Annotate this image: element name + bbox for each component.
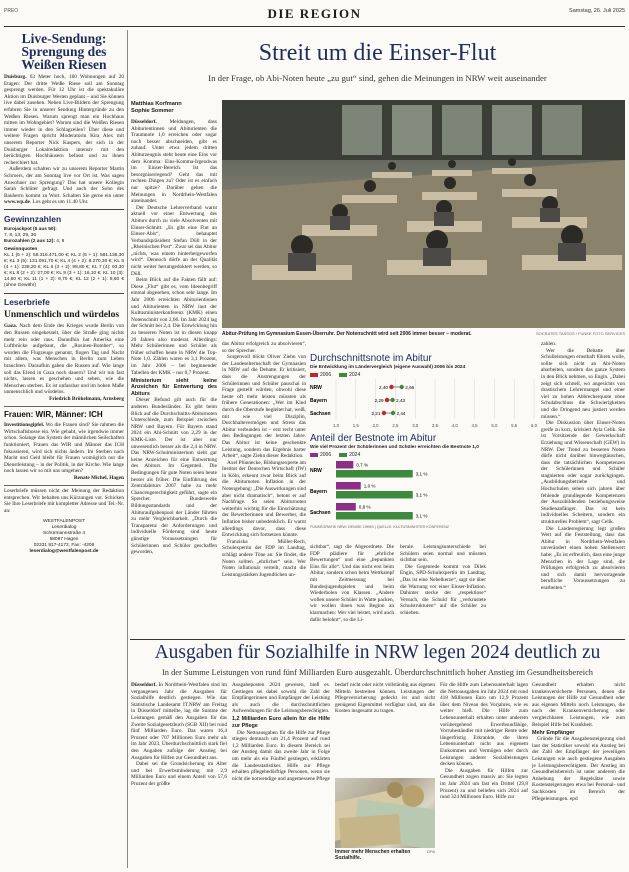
main-column-5 (400, 544, 486, 641)
text-run: Außerdem schalten wir zu unserem Reporter Martin Schroers, der am Sonntag live vor Ort ist. Was sagen Anwohner zur Sprengung? Das hat unsere Kollegin Sarah Schlüter gefragt. Und auch der Sohn des Bauherrn kommt zu Wort. Schalten Sie gerne ein unter (4, 166, 124, 199)
live-article-body (4, 74, 124, 206)
paragraph (232, 730, 330, 783)
legend-swatch-2006 (310, 453, 318, 457)
eurojackpot-numbers: 7, 8, 13, 29, 36 (4, 232, 37, 238)
contact-phone: 02331 917-4172, Fax: -4206 (33, 542, 95, 548)
x-tick-label: 4,0 (451, 423, 458, 428)
column-rule (127, 30, 128, 868)
paragraph (400, 544, 486, 564)
text-run: In Nordrhein-Westfalen sind im vergangenen Jahr die Ausgaben für Sozialhilfe deutlich gestiegen. Wie das Statistische Landesamt IT.NRW am Freitag in Düsseldorf mitteilte, lag die Summe der Leistungen gemäß den Ausgaben für das Zweite Sozialgesetzbuch (SGB XII) bei rund fünf Milliarden Euro. Das waren 16,4 Prozent oder 707 Millionen Euro mehr als im Jahr 2023. Überdurchschnittlich stark fiel den Angaben zufolge der Anstieg bei Ausgaben für Hilfen zur Gesundheit aus. (131, 682, 227, 761)
exam-hall-illustration (222, 100, 625, 328)
legend-swatch-2024 (339, 373, 347, 377)
value-label-2024: 2,43 (396, 397, 406, 403)
paragraph (541, 526, 625, 592)
chart-2-title: Anteil der Bestnote im Abitur (310, 433, 437, 444)
main-subhead: In der Frage, ob Abi-Noten heute „zu gut“ sind, gehen die Meinungen in NRW weit auseinander (208, 73, 547, 83)
paragraph (532, 682, 625, 728)
paragraph (541, 348, 625, 421)
point-2024 (391, 411, 395, 415)
paragraph (440, 768, 528, 801)
paragraph (131, 397, 217, 555)
chart-1-plot (310, 379, 538, 431)
paragraph (131, 119, 217, 205)
chart-1-subtitle: Die Entwicklung im Ländervergleich (eigene Auswahl) 2006 bis 2024 (310, 365, 466, 370)
text-run: Gründe für die Ausgabensteigerung sind laut der Statistiker sowohl ein Anstieg bei der Zahl der Empfänger der jeweiligen Leistungen wie auch gestiegene Ausgaben je Leistungsberechtigtem. Der Anstieg im Gesundheitsbereich ist unter anderem die Anhebung der Regelsätze sowie Kostensteigerungen etwa bei Personal- und Sachkosten im Bereich der Pflegeleistungen. epd (532, 736, 625, 802)
legend-item-2006: 2006 (310, 372, 331, 378)
text-run: Ausgabeposten 2024 gewesen, hieß es. Gestiegen sei dabei sowohl die Zahl der Empfängerinnen und Empfänger der Leistung als auch die durchschnittlichen Aufwendungen für die Leistungsberechtigten. (232, 682, 330, 715)
text-run: Franziska Müller-Rech, Schulexpertin der FDP im Landtag, schlägt andere Töne an: Sie findet, die Noten sollten „ehrlicher“ sein. Wer Noten inflationär verteilt, macht die Leistungsstärken Jugendlichen un- (222, 538, 306, 578)
text-run: Die Landesregierung legt großen Wert auf die Feststellung, dass das Abitur in Nordrhein-Westfalen unverändert einen hohen Stellenwert habe: „Es ist erfreulich, dass eine junge Menschen in der Lage sind, die Prüfungen erfolgreich zu absolvieren und sich damit hervorragende berufliche Voraussetzungen zu erarbeiten.“ (541, 525, 625, 591)
text-run: bedarf nicht oder nicht vollständig aus eigenen Mitteln bestreiten können. Leistungen der Pflegeversicherung gedeckt ist und nicht genügend Eigenmittel verfügbar sind, um die Kosten insgesamt zu tragen. (335, 682, 435, 715)
x-tick-label: 2,0 (372, 423, 379, 428)
dateline: Duisburg. (4, 74, 27, 80)
letter-2-title: Frauen: WIR, Männer: ICH (4, 410, 103, 420)
category-label: Bayern (310, 489, 327, 495)
bottom-column-5 (532, 682, 625, 868)
bottom-column-4 (440, 682, 528, 868)
paragraph (4, 74, 124, 166)
x-tick-label: 3,5 (432, 423, 438, 428)
legend-item-2024: 2024 (339, 452, 360, 458)
legend-swatch-2006 (310, 373, 318, 377)
banknotes-photo (335, 778, 435, 848)
contact-city: 58097 Hagen (49, 536, 79, 542)
subheading: Ministerium sieht keine Anzeichen für Entwertung des Abiturs (131, 377, 217, 397)
page-header (4, 4, 625, 26)
paragraph (222, 539, 306, 579)
text-run: Die Diskussion über Einser-Noten greife zu kurz, kritisiert Ayla Celik. Sie ist Vorsitzende der Gewerkschaft Erziehung und Wissenschaft (GEW) in NRW. Der Trend zu besseren Noten dürfe nicht darüber hinwegtäuschen, dass die tatsächlichen Kompetenzen der Schülerinnen und Schüler stagnierten oder sogar zurückgingen. „Ausbildungsbetriebe und Hochschulen sehen sich jahren über fehlende grundlegende Kompetenzen der Auszubildenden beziehungsweise Studienanfänger. Das ist kein individuelles Scheitern, sondern ein strukturelles Problem“, sagt Celik. (541, 420, 625, 526)
value-label-2024: 3,1 % (415, 513, 428, 519)
paragraph (400, 564, 486, 617)
point-2006 (385, 398, 389, 402)
eurozahlen-label: Eurozahlen (2 aus 12): (4, 238, 55, 244)
bottom-photo-caption (335, 849, 435, 861)
chart-2-subtitle: Wie viel Prozent der Schülerinnen und Schüler erreichten die Bestnote 1,0 (310, 445, 479, 450)
text-run: Die Gegenrede kommt von Dilek Engin, SPD-Schulexpertin im Landtag. „Das ist eine Nebelkerze“, sagt sie über die Warnung vor einer Einser-Inflation. Dahinter stecke der „respektlose“ Versuch, die Schuld für „verkrustete Schulstrukturen“ auf die Schüler zu schieben. (400, 563, 486, 616)
letter-2-body (4, 422, 124, 475)
x-tick-label: 1,5 (352, 423, 359, 428)
bottom-photo-caption-text: Immer mehr Menschen erhalten Sozialhilfe. (335, 849, 411, 861)
sidebar-rule (4, 209, 124, 210)
value-label-2024: 2,66 (405, 384, 415, 390)
value-label-2006: 2,29 (374, 397, 384, 403)
bottom-column-3 (335, 682, 435, 774)
value-label-2006: 0,8 % (358, 504, 371, 510)
eurojackpot-label: Eurojackpot (5 aus 50): (4, 226, 57, 232)
value-label-2024: 3,1 % (415, 471, 428, 477)
letter-1-title: Unmenschlich und würdelos (4, 310, 120, 321)
paragraph (541, 341, 625, 348)
bar-2024 (336, 512, 413, 520)
text-run: 63 Meter hoch, 160 Wohnungen auf 20 Etagen: Der dritte Weiße Riese soll am Sonntag gesprengt werden. Für 12 Uhr ist die spektakuläre Aktion im Duisburger Westen geplant – und Sie können live dabei zusehen. Neben Live-Bildern der Sprengung erfahren Sie in unserer Sendung Hintergründe zu den Weißen Riesen. Warum sprengt man ein Hochhaus mitten im Wohngebiet? Warum sind die Weißen Riesen immer wieder in den Schlagzeilen? Über diese und weitere Fragen spricht Moderatorin Kira Alex mit unserem Reporter Nick Kaspers, der sich in der Duisburger Lokalredaktion intensiv mit den berüchtigten Hochhäusern befasst und zu ihnen recherchiert hat. (4, 74, 124, 166)
paragraph (541, 420, 625, 526)
paragraph (232, 682, 330, 715)
x-tick-label: 5,0 (491, 423, 498, 428)
chart-2-legend (310, 452, 538, 458)
main-headline: Streit um die Einser-Flut (258, 40, 497, 66)
authors: Matthias Korfmann Sophie Sommer (131, 101, 182, 114)
dateline: Düsseldorf. (131, 682, 157, 688)
paragraph (310, 544, 394, 623)
text-run: Wer die Debatte über Schulleistungen ernsthaft führen wolle, sollte sich nicht an Abi-Noten abarbeiten, sondern das ganze System in den Blick nehmen, so Engin. „Dabei zeigt sich schnell, wo angesichts von drastischem Lehrermangel und einer viel zu hohen Abbrecherquote ohne Schulabschluss die Schwierigkeiten und die Dringend neu justiert werden müssen.“ (541, 347, 625, 420)
main-column-1 (131, 119, 217, 641)
value-label-2006: 0,7 % (356, 462, 369, 468)
value-label-2006: 2,40 (378, 384, 388, 390)
sidebar-rule (4, 293, 124, 294)
chart-1-title: Durchschnittsnote im Abitur (310, 353, 432, 364)
text-run: Nach dem Ende des Krieges wurde Berlin von den Russen eingekesselt, über die Straße ging nichts mehr rein oder raus. Daraufhin hat Amerika eine Luftbrücke aufgebaut, die „Rosinen-Bomber“, so wurden die Flugzeuge genannt, flogen Tag und Nacht mit allem, was Menschen in Berlin zum Leben brauchten. Daraufhin gaben die Russen auf. Wie lange soll das Elend in Gaza noch dauern? Und wir tun fast nichts, lassen es geschehen und sehen, wie die Menschen sterben. Es ist unfassbar und im hohen Maße unmenschlich und würdelos. (4, 323, 124, 396)
text-run: Der Deutsche Lehrerverband warnt aktuell vor einer Entwertung des Abiturs durch zu viele Absolventen mit Einser-Schnitt. „Es gibt eine Flut an Einser-Abis“, behauptet Verbandspräsident Stefan Düll in der „Rheinischen Post“. Zwar sei das Abitur „nichts, was einem hinterhergeworfen wird“. Dennoch dürfe an der Qualität nicht weiter herumgedoktert werden, so Düll. (131, 204, 217, 277)
chart-2-plot (310, 459, 538, 525)
letters-notice: Leserbriefe müssen nicht der Meinung der Redaktion entsprechen. Wir behalten uns Kürzungen vor. Schicken Sie Ihre Leserbriefe mit kompletter Adresse und Tel.-Nr. an: (4, 488, 124, 514)
point-2006 (389, 385, 393, 389)
contact-email[interactable]: leserdialog@westfalenpost.de (29, 548, 99, 554)
paragraph (131, 277, 217, 376)
live-title: Live-Sendung: Sprengung des Weißen Riesen (21, 31, 107, 72)
lotto-heading: Gewinnzahlen (4, 213, 62, 224)
photo-caption-text: Abitur-Prüfung im Gymnasium Essen-Überruhr. Der Notenschnitt wird seit 2006 immer besser – moderat. (222, 331, 472, 337)
bottom-headline: Ausgaben für Sozialhilfe in NRW legen 2024 deutlich zu (154, 642, 601, 663)
x-tick-label: 2,5 (392, 423, 399, 428)
sidebar-rule (4, 406, 124, 407)
text-run: sichtbar“, sagt die Abgeordnete. Die FDP plädiere für „ehrliche Bewertungen“ und eine „bepunkten Eins für alle“. Und das nicht erst beim Abitur, sondern schon beim Wettkampf mit Zeitmessung bei Bundesjugendspielen und beim Wiederholen von Klassen. „Andere wollen unsere Schüler in Watte packen, wir wollen ihnen was Beginn an klarmachen: Wer viel leistet, wird auch dafür belohnt“, so die Li- (310, 544, 394, 623)
legend-item-2006: 2006 (310, 452, 331, 458)
x-tick-label: 4,5 (471, 423, 478, 428)
paragraph (131, 761, 227, 787)
subheading: Mehr Empfänger (532, 729, 575, 736)
text-run: Axel Plünnecke, Bildungsexperte am Institut der Deutschen Wirtschaft (IW) in Köln, erkennt zwar beim Blick auf die Abiturnoten Inflation in der Notengebung: „Die Auswirkungen sind aber nicht dramatisch“, betont er auf Nachfrage. So seien Abiturnoten weiterhin wichtig für die Einschätzung der Bewerberinnen und Bewerber, die Inflation bisher unbedenklich. Er warnt allerdings davor, dass diese Entwicklung sich fortsetzen könnte. (222, 459, 306, 539)
bar-2006 (336, 461, 353, 469)
text-run: berale. Leistungsunterschiede bei Schülern seien normal und müssten sichtbar sein. (400, 544, 486, 564)
point-2024 (400, 385, 404, 389)
x-tick-label: 6,0 (531, 423, 537, 428)
text-run: Wo die Frauen sind? Sie rahmen die Wirtschaftsbosse ein. Wie gehabt, wie irgendwie immer schon. Solange das System der männlichen Seilschaften funktioniert, Frauen das WIR und Männer das ICH fokussieren, wird sich nichts ändern. Im Sterben nach Macht und Geld bleibt für Frauen womöglich nur die Dienstleistung – in der Politik, in der Kirche. Wie lange noch lassen wir so mit uns umgehen? (4, 422, 124, 475)
category-label: Sachsen (310, 411, 331, 417)
text-run: Dabei sei die Grundsicherung im Alter und bei Erwerbsminderung mit 2,9 Milliarden Euro und einem Anteil von 57,6 Prozent der größte (131, 761, 227, 787)
text-run: Die Ausgaben für Hilfen zur Gesundheit zogen massiv an: Sie legten im Jahr 2024 um fast ein Drittel (29,8 Prozent) zu und beliefen sich 2024 auf rund 324 Millionen Euro. Hilfe zur (440, 767, 528, 801)
letter-2-signature: Renate Michel, Hagen (73, 474, 124, 481)
bar-2006 (336, 503, 356, 511)
bar-2024 (336, 470, 413, 478)
category-label: Sachsen (310, 510, 331, 516)
value-label-2024: 2,44 (396, 410, 406, 416)
letters-contact (4, 519, 124, 555)
main-column-4 (310, 544, 394, 641)
subheading: 1,2 Milliarden Euro allein für die Hilfe zur Pflege (232, 716, 330, 730)
eurozahlen-numbers: 4, 8 (56, 238, 65, 244)
category-label: Bayern (310, 398, 327, 404)
dateline: Investitionsgipfel. (4, 422, 45, 429)
paragraph (131, 682, 227, 761)
letter-1-body (4, 323, 124, 396)
contact-dept: Leserdialog (51, 524, 77, 530)
banknotes-illustration (335, 778, 435, 848)
bottom-column-1 (131, 682, 227, 868)
paragraph (532, 736, 625, 802)
paragraph (222, 341, 306, 354)
bottom-subhead: In der Summe Leistungen von rund fünf Milliarden Euro ausgezahlt. Überdurchschnittlich hoher Anstieg im Gesundheitsbereich (162, 668, 593, 677)
paragraph (335, 682, 435, 715)
left-sidebar (4, 30, 124, 872)
text-run: Für die Hilfe zum Lebensunterhalt lagen die Nettoausgaben im Jahr 2024 mit rund 418 Millionen Euro um 12,9 Prozent über dem Niveau des Vorjahres, wie es weiter hieß. Die Hilfe zum Lebensunterhalt erhalten unter anderem vorübergehend Erwerbsunfähige, Vorruheständler mit niedriger Rente oder längerfristig Erkrankte, die ihren Lebensunterhalt nicht aus eigenem Einkommen und Vermögen oder durch Leistungen anderer Sozialleistungen decken können. (440, 682, 528, 768)
x-tick-label: 3,0 (412, 423, 419, 428)
dateline: www.wp.de (4, 199, 30, 206)
article-separator (130, 639, 625, 640)
header-rule (4, 26, 625, 27)
text-run: Die Nettoausgaben für die Hilfe zur Pflege stiegen demnach um 21,4 Prozent auf rund 1,2 Milliarden Euro. In diesem Bereich sei der Anstieg damit das zweite Jahr in Folge um mehr als ein Fünftel gestiegen, erklärten die Landesstatistiker. Hilfe zur Pflege erhalten pflegebedürftige Personen, wenn sie nicht die notwendige und angemessene Pflege (232, 729, 330, 782)
point-2024 (390, 398, 394, 402)
letters-heading: Leserbriefe (4, 297, 50, 308)
bar-2006 (336, 482, 361, 490)
value-label-2006: 1,0 % (363, 483, 376, 489)
main-column-2 (222, 341, 306, 641)
issue-date: Samstag, 26. Juli 2025 (569, 8, 625, 14)
point-2006 (382, 411, 386, 415)
text-run: . Los geht es um 11.40 Uhr. (29, 199, 89, 206)
text-run: Sorgenvoll blickt Oliver Ziehn von der Landeselternschaft der Gymnasien in NRW auf die Debatte. Er kritisiert, dass die Anstrengungen der Schülerinnen und Schüler pauschal in Frage gestellt würden, obwohl diese heute oft mehr leisten müssten als frühere Generationen: „Wer im Kind durch die Oberstufe begleitet hat, weiß, mit wie viel Disziplin, Durchhaltevermögen und Stress das Abitur verbunden ist – erst recht unter den Bedingungen der letzten Jahre. Das Abitur ist keine geschenkte Leistung, sondern das Ergebnis harter Arbeit“, sagte Ziehn dieser Redaktion. (222, 354, 306, 460)
photo-credit: SOCRATES TASSOS / FUNKE FOTO SERVICES (536, 331, 625, 336)
legend-item-2024: 2024 (339, 372, 360, 378)
x-tick-label: 1,0 (333, 423, 339, 428)
text-run: das Abitur erfolgreich zu absolvieren“, so der Sprecher. (222, 341, 306, 354)
main-column-6 (541, 341, 625, 641)
quotes-values: KL 1 (5 + 2): 58.316.471,00 €; KL 2 (5 + 1): 581.138,30 €; KL 3 (5): 131.091,70 €; KL 4 (4 + 2): 8.270,30 €; KL 5 (4 + 1): 238,20 €; KL 6 (3 + 2): 98,80 €; KL 7 (4): 93,30 €; KL 8 (2 + 2): 27,00 €; KL 9 (3 + 1): 16,10 €; KL 10 (3): 14,60 €; KL 11 (1 + 2): 9,70 €; KL 12 (2 + 1): 8,60 € (ohne Gewähr) (4, 252, 124, 288)
bar-2024 (336, 491, 413, 499)
text-run: Beim Blick auf die Fakten fällt auf: Diese „Flut“ gibt es, vom Ideenbegriff einmal abgesehen, schon sehr lange. Im Jahr 2006 erreichten Abiturientinnen und Abiturienten in NRW laut der Kultusministerkonferenz (KMK) einen Notenschnitt von 2,66. Im Jahr 2024 lag der Schnitt bei 2,4. Die Entwicklung hin zu besseren Noten ist in diesen knapp 20 Jahren also moderat. Allerdings: Mehr Schülerinnen und Schüler als früher schaffen heute in NRW die Top-Note 1,0. Zählen waren es 3,1 Prozent, im Jahr 2006 – bei beginnender Tabellen der KMK – nur 0,7 Prozent. (131, 277, 217, 376)
chart-1-legend (310, 372, 538, 378)
text-run: Dieser Befund gilt auch für die anderen Bundesländer. Es gibt beim Blick auf die Durchschnitts-Abiturnoten Unterschiede, zum Beispiel zwischen NRW und Bayern. Für Bayern stand 2024 ein Abi-Schnitt von 2,29 in der KMK-Liste. Der ist aber nur unwesentlich besser als die 2,4 in NRW. Das NRW-Schulministerium sieht gar keine Anzeichen für eine Entwertung des Abiturs. Im Gegenteil. Die Bedingungen für gute Noten seien heute besser als früher. Die Einführung des Zentralabiturs 2007 habe zu mehr Chancengerechtigkeit geführt, sagte ein Sprecher. Bundesweite Bildungsstandards und der Abituraufgabenpool der Länder führten zu mehr Vergleichbarkeit. „Durch die Transparenz der Anforderungen und individuelle Förderung sind heute günstige Voraussetzungen für Schülerinnen und Schüler geschaffen geworden, (131, 397, 217, 556)
legend-swatch-2024 (339, 453, 347, 457)
category-label: NRW (310, 468, 322, 474)
text-run: zahlen. (541, 341, 557, 347)
paragraph (440, 682, 528, 768)
page-number: PREO (4, 8, 19, 14)
section-title: DIE REGION (267, 6, 362, 21)
exam-hall-photo (222, 100, 625, 328)
chart-source: FUNKEGRAFIK NRW: DENISE OHMS | QUELLE: KULTUSMINISTER KONFERENZ (310, 525, 450, 529)
text-run: Meldungen, dass Abiturientinnen und Abiturienten die Traumnote 1,0 erreichen oder sogar noch besser abschneiden, gibt es zuhauf. Unter etwa jedem dritten Abiturzeugnis steht heute eine Eins vor dem Komma: Eins-Komma-Irgendwas im Einser-Bereich. Ist das besorgniserregend? Geht das mit rechten Dingen zu? Oder ist es einfach nur spitze? Darüber gehen die Meinungen in Nordrhein-Westfalen auseinander. (131, 119, 217, 205)
letter-1-signature: Friedrich Brökelmann, Arnsberg (49, 396, 124, 402)
quotes-label: Gewinnquoten (4, 246, 38, 252)
paragraph (131, 205, 217, 278)
paragraph (4, 166, 124, 206)
x-tick-label: 5,5 (511, 423, 518, 428)
abitur-charts (310, 353, 538, 541)
lotto-results (4, 227, 124, 289)
value-label-2024: 3,1 % (415, 492, 428, 498)
dateline: Gaza. (4, 323, 18, 330)
photo-caption (222, 331, 625, 337)
bottom-photo-credit: DPA (427, 849, 435, 854)
paragraph (222, 354, 306, 460)
text-run: Gesundheit erhalten nicht krankenversicherte Personen, denen die Leistungen der Hilfe zur Gesundheit oder aus eigenen Mitteln noch Leistungen, die nach der Krankenversicherung oder vergleichbaren Leistungen, wie zum Beispiel Hilfe bei Krankheit. (532, 682, 625, 728)
sidebar-rule (4, 485, 124, 486)
bottom-column-2 (232, 682, 330, 868)
contact-name: WESTFALENPOST (42, 518, 86, 524)
contact-street: Schürmannstraße 4 (42, 530, 86, 536)
value-label-2006: 2,21 (371, 410, 381, 416)
paragraph (222, 460, 306, 539)
category-label: NRW (310, 385, 322, 391)
dateline: Düsseldorf. (131, 119, 157, 125)
